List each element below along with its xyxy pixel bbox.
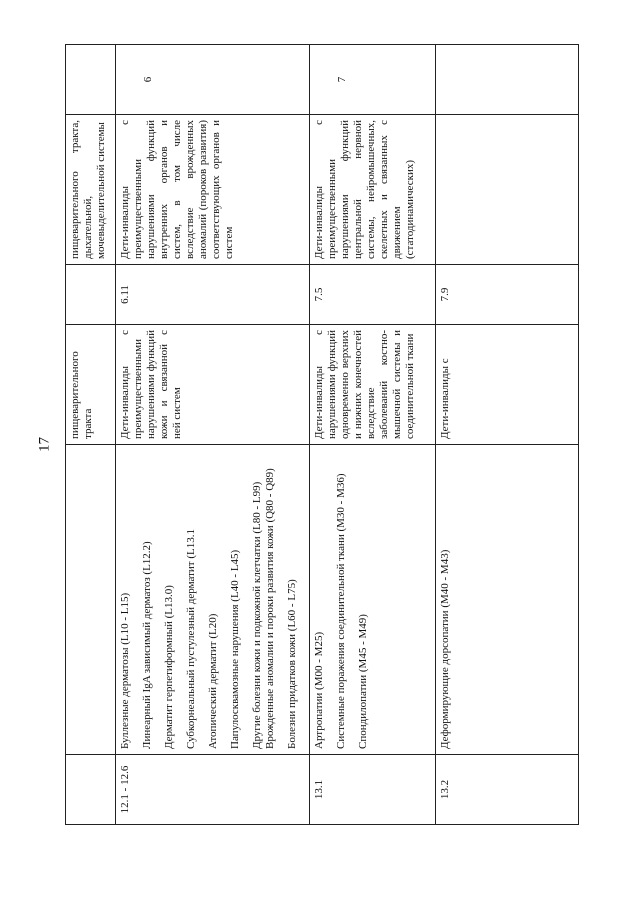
disease-item: Деформирующие дорсопатии (М40 - М43) (439, 549, 451, 749)
disease-item: Линеарный IgA зависимый дерматоз (L12.2) (141, 541, 153, 749)
page-number: 17 (36, 437, 53, 452)
disease-item: Артропатии (М00 - М25) (313, 631, 325, 749)
category-cell: Дети-инвалиды с нарушениями функций одновременно верхних и нижних конечностей вследствие заболеваний костно-мышечной системы и соединительной ткани (310, 325, 436, 445)
code-cell: 13.2 (436, 755, 579, 825)
code-b-cell: 6.11 (116, 265, 310, 325)
disease-item: Атопический дерматит (L20) (207, 613, 219, 749)
row-number-cell (66, 45, 116, 115)
category-b-cell: Дети-инвалиды с преимущественными нарушениями функций центральной нервной системы, нейромышечных, скелетных и связанных с движением (статодинамических) (310, 115, 436, 265)
code-b-cell (66, 265, 116, 325)
code-cell (66, 755, 116, 825)
diseases-cell (66, 445, 116, 755)
table-row (436, 45, 579, 825)
category-cell: Дети-инвалиды с преимущественными нарушениями функций кожи и связанной с ней систем (116, 325, 310, 445)
table-row (116, 45, 310, 825)
disease-item: Спондилопатии (М45 - М49) (357, 614, 369, 749)
category-b-cell (436, 115, 579, 265)
disease-item: Субкорнеальный пустулезный дерматит (L13.1 (185, 529, 197, 749)
row-number-cell (436, 45, 579, 115)
row-number-cell: 7 (310, 45, 436, 115)
category-cell: Дети-инвалиды с (436, 325, 579, 445)
category-b-cell: Дети-инвалиды с преимущественными нарушениями функций внутренних органов и систем, в том числе вследствие врожденных аномалий (пороков развития) соответствующих органов и систем (116, 115, 310, 265)
code-b-cell: 7.9 (436, 265, 579, 325)
category-cell: пищеварительного тракта (66, 325, 116, 445)
disease-item: Болезни придатков кожи (L60 - L75) (286, 579, 298, 749)
diseases-cell (310, 445, 436, 755)
row-number-cell: 6 (116, 45, 310, 115)
code-b-cell: 7.5 (310, 265, 436, 325)
disease-item: Другие болезни кожи и подкожной клетчатки (L80 - L99) Врожденные аномалии и пороки развития кожи (Q80 - Q89) (251, 468, 276, 749)
disease-item: Дерматит герпетиформный (L13.0) (163, 585, 175, 749)
table-row (66, 45, 116, 825)
code-cell: 12.1 - 12.6 (116, 755, 310, 825)
table-row (310, 45, 436, 825)
rotated-table-wrapper (65, 45, 578, 825)
category-b-cell: пищеварительного тракта, дыхательной, мочевыделительной системы (66, 115, 116, 265)
diseases-cell (116, 445, 310, 755)
disease-item: Папулосквамозные нарушения (L40 - L45) (229, 549, 241, 749)
disease-item: Системные поражения соединительной ткани (М30 - М36) (335, 473, 347, 749)
disability-classification-table (65, 44, 579, 825)
disease-item: Буллезные дерматозы (L10 - L15) (119, 592, 131, 749)
code-cell: 13.1 (310, 755, 436, 825)
diseases-cell (436, 445, 579, 755)
